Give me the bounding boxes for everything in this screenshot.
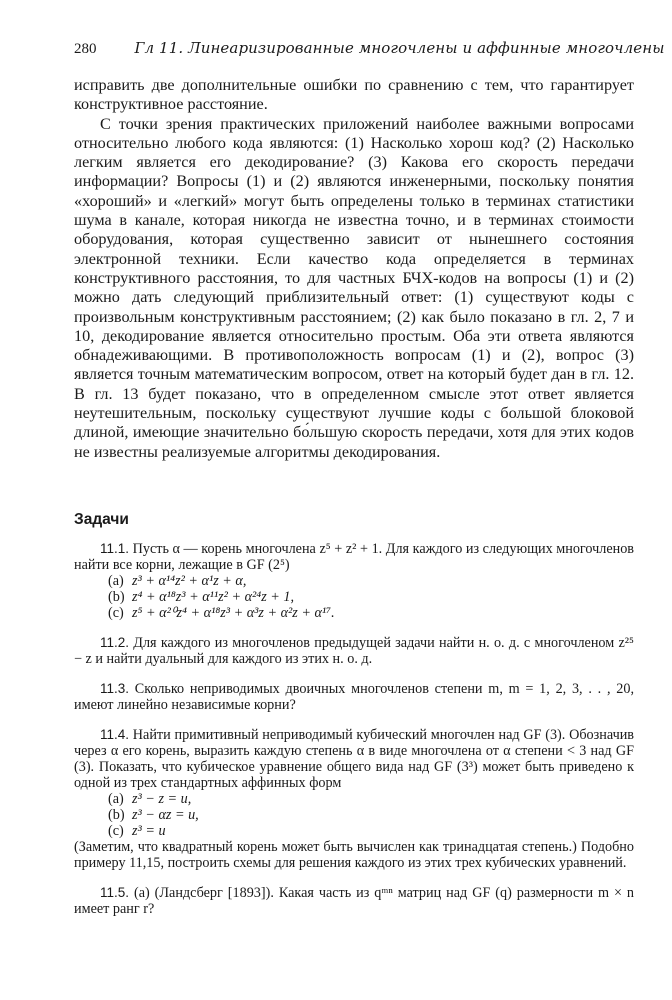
problem-number: 11.3. bbox=[100, 681, 130, 696]
problem-number: 11.5. bbox=[100, 885, 130, 900]
problem-text bbox=[74, 727, 634, 791]
problems-list bbox=[74, 541, 634, 931]
item-expression: z³ = u bbox=[132, 823, 166, 839]
problem-statement: Найти примитивный неприводимый кубический многочлен над GF (3). Обозначив через α его корень, выразить каждую степень α в виде многочлена от α степени < 3 над GF (3). Показать, что кубическое уравнение общего вида над GF (3³) может быть приведено к одной из трех стандартных аффинных форм bbox=[74, 727, 634, 791]
paragraph-practical-questions: С точки зрения практических приложений наиболее важными вопросами относительно любого кода являются: (1) Насколько хорош код? (2) Насколько легким является его декодирование? (3) Какова его скорость передачи информации? Вопросы (1) и (2) являются инженерными, поскольку понятия «хороший» и «легкий» могут быть определены только в терминах статистики шума в канале, которая никогда не известна точно, и в терминах стоимости оборудования, которая существенно зависит от нынешнего состояния электронной техники. Если качество кода определяется в терминах конструктивного расстояния, то для частных БЧХ-кодов на вопросы (1) и (2) можно дать следующий приблизительный ответ: (1) существуют коды с произвольным конструктивным расстоянием; (2) как было показано в гл. 2, 7 и 10, декодирование является относительно простым. Оба эти ответа являются обнадеживающими. В противоположность вопросам (1) и (2), вопрос (3) является точным математическим вопросом, ответ на который будет дан в гл. 12. В гл. 13 будет показано, что в определенном смысле этот ответ является неутешительным, поскольку существуют лучшие коды с большой блоковой длиной, имеющие значительно бо́льшую скорость передачи, хотя для этих кодов не известны реализуемые алгоритмы декодирования. bbox=[74, 114, 634, 461]
equation-item bbox=[74, 823, 634, 839]
problem-statement: Для каждого из многочленов предыдущей задачи найти н. о. д. с многочленом z²⁵ − z и найти дуальный для каждого из этих н. о. д. bbox=[74, 635, 634, 667]
equation-item bbox=[74, 807, 634, 823]
problem-number: 11.1. bbox=[100, 541, 130, 556]
problem-11-4 bbox=[74, 727, 634, 871]
paragraph-continuation: исправить две дополнительные ошибки по сравнению с тем, что гарантирует конструктивное расстояние. bbox=[74, 76, 634, 114]
problem-11-3 bbox=[74, 681, 634, 713]
item-label: (a) bbox=[108, 573, 124, 589]
running-header bbox=[74, 38, 665, 59]
main-text bbox=[74, 76, 634, 462]
item-label: (c) bbox=[108, 605, 124, 621]
problems-heading: Задачи bbox=[74, 511, 129, 528]
problem-11-2 bbox=[74, 635, 634, 667]
item-label: (a) bbox=[108, 791, 124, 807]
item-label: (b) bbox=[108, 589, 125, 605]
problem-statement: (a) (Ландсберг [1893]). Какая часть из qᵐⁿ матриц над GF (q) размерности m × n имеет ранг r? bbox=[74, 885, 635, 917]
item-label: (b) bbox=[108, 807, 125, 823]
equation-item bbox=[74, 573, 634, 589]
equation-item bbox=[74, 589, 634, 605]
problem-text bbox=[74, 681, 634, 713]
item-label: (c) bbox=[108, 823, 124, 839]
problem-number: 11.2. bbox=[100, 635, 130, 650]
problem-note: (Заметим, что квадратный корень может быть вычислен как тринадцатая степень.) Подобно примеру 11,15, построить схемы для решения каждого из этих трех кубических уравнений. bbox=[74, 839, 634, 871]
problem-text bbox=[74, 635, 634, 667]
problem-text bbox=[74, 541, 634, 573]
item-expression: z⁴ + α¹⁸z³ + α¹¹z² + α²⁴z + 1, bbox=[132, 589, 295, 605]
problem-11-1 bbox=[74, 541, 634, 621]
equation-item bbox=[74, 605, 634, 621]
item-expression: z⁵ + α²⁰z⁴ + α¹⁸z³ + α³z + α²z + α¹⁷. bbox=[132, 605, 335, 621]
item-expression: z³ − αz = u, bbox=[132, 807, 199, 823]
equation-item bbox=[74, 791, 634, 807]
page-number: 280 bbox=[74, 41, 97, 57]
problem-text bbox=[74, 885, 634, 917]
problem-statement: Сколько неприводимых двоичных многочленов степени m, m = 1, 2, 3, . . , 20, имеют линейно независимые корни? bbox=[74, 681, 634, 713]
item-expression: z³ + α¹⁴z² + α¹z + α, bbox=[132, 573, 247, 589]
running-title: Гл 11. Линеаризированные многочлены и аффинные многочлены bbox=[134, 39, 665, 57]
problem-number: 11.4. bbox=[100, 727, 130, 742]
item-expression: z³ − z = u, bbox=[132, 791, 192, 807]
problem-11-5 bbox=[74, 885, 634, 917]
problem-statement: Пусть α — корень многочлена z⁵ + z² + 1. Для каждого из следующих многочленов найти все корни, лежащие в GF (2⁵) bbox=[74, 541, 635, 573]
